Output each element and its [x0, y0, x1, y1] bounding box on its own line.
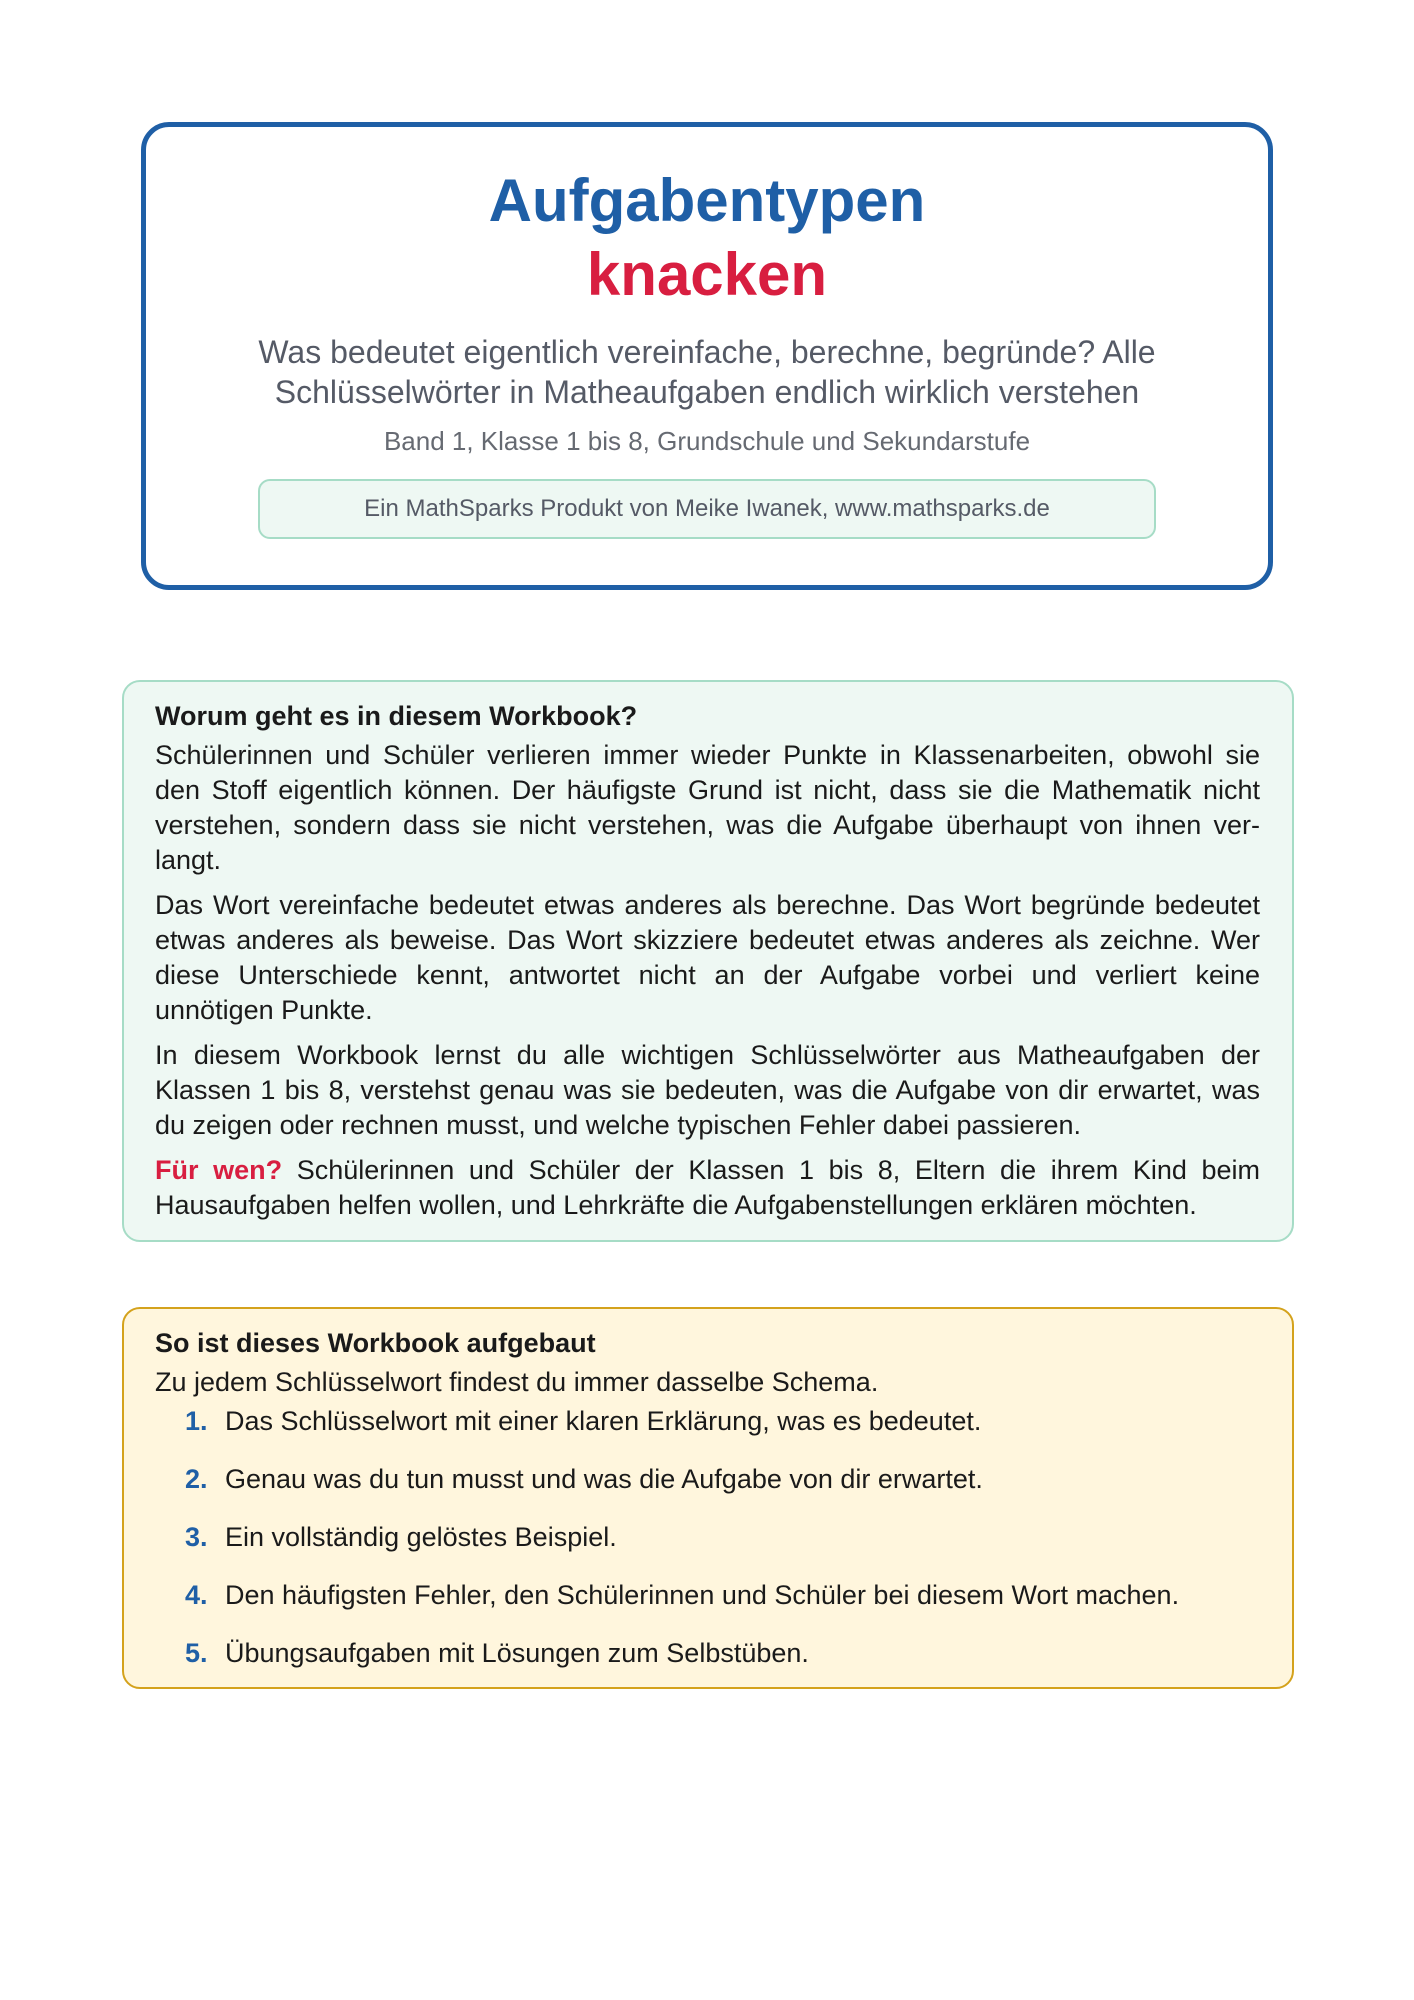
step-text: Genau was du tun musst und was die Aufgabe von dir erwartet. — [225, 1464, 983, 1494]
structure-intro: Zu jedem Schlüsselwort findest du immer dasselbe Schema. — [155, 1367, 879, 1397]
for-whom-label: Für wen? — [155, 1155, 283, 1185]
step-item — [185, 1636, 1260, 1671]
info-heading: Worum geht es in diesem Workbook? — [155, 701, 638, 731]
title-line-2: knacken — [586, 241, 828, 308]
structure-heading: So ist dieses Workbook aufgebaut — [155, 1328, 596, 1358]
step-number: 4. — [185, 1580, 208, 1610]
step-text: Ein vollständig gelöstes Beispiel. — [225, 1522, 617, 1552]
subtitle-line-1: Was bedeutet eigentlich vereinfache, berechne, begründe? Alle — [258, 334, 1156, 370]
volume-info: Band 1, Klasse 1 bis 8, Grundschule und Sekundarstufe — [383, 426, 1031, 456]
step-text: Übungsaufgaben mit Lösungen zum Selbstüben. — [225, 1638, 809, 1668]
title-line-1: Aufgabentypen — [488, 167, 926, 234]
step-text: Das Schlüsselwort mit einer klaren Erklärung, was es bedeutet. — [225, 1406, 982, 1436]
step-number: 5. — [185, 1638, 208, 1668]
structure-box — [122, 1307, 1294, 1689]
subtitle-line-2: Schlüsselwörter in Matheaufgaben endlich wirklich verstehen — [274, 374, 1140, 410]
for-whom-paragraph — [155, 1153, 1260, 1223]
info-box — [122, 680, 1294, 1242]
step-item — [185, 1462, 1260, 1497]
step-item — [185, 1404, 1260, 1439]
for-whom-text: Schülerinnen und Schüler der Klassen 1 bis 8, Eltern die ihrem Kind beim Hausaufgaben helfen wollen, und Lehrkräfte die Aufgabenstellungen erklären möchten. — [155, 1155, 1260, 1220]
info-paragraph: In diesem Workbook lernst du alle wichtigen Schlüsselwörter aus Matheaufgaben der Klassen 1 bis 8, verstehst genau was sie bedeuten, was die Aufgabe von dir erwartet, was du zeigen oder rechnen musst, und welche typischen Fehler dabei passieren. — [155, 1040, 1260, 1140]
step-number: 2. — [185, 1464, 208, 1494]
step-number: 1. — [185, 1406, 208, 1436]
info-paragraph: Das Wort vereinfache bedeutet etwas anderes als berechne. Das Wort begründe bedeutet etwas anderes als beweise. Das Wort skizziere bedeutet etwas anderes als zeichne. Wer diese Unterschiede kennt, antwortet nicht an der Aufgabe vorbei und verliert keine unnötigen Punkte. — [155, 890, 1260, 1025]
step-item — [185, 1578, 1260, 1613]
step-text: Den häufigsten Fehler, den Schülerinnen und Schüler bei diesem Wort machen. — [225, 1580, 1180, 1610]
title-box — [141, 122, 1273, 590]
step-number: 3. — [185, 1522, 208, 1552]
credit-banner: Ein MathSparks Produkt von Meike Iwanek, www.mathsparks.de — [258, 479, 1156, 539]
subtitle — [186, 332, 1228, 412]
info-paragraph: Schülerinnen und Schüler verlieren immer wieder Punkte in Klassenarbeiten, obwohl sie den Stoff eigentlich können. Der häufigste Grund ist nicht, dass sie die Mathematik nicht verstehen, sondern dass sie nicht verstehen, was die Aufgabe überhaupt von ihnen verlangt. — [155, 740, 1260, 875]
steps-list — [155, 1404, 1260, 1671]
step-item — [185, 1520, 1260, 1555]
